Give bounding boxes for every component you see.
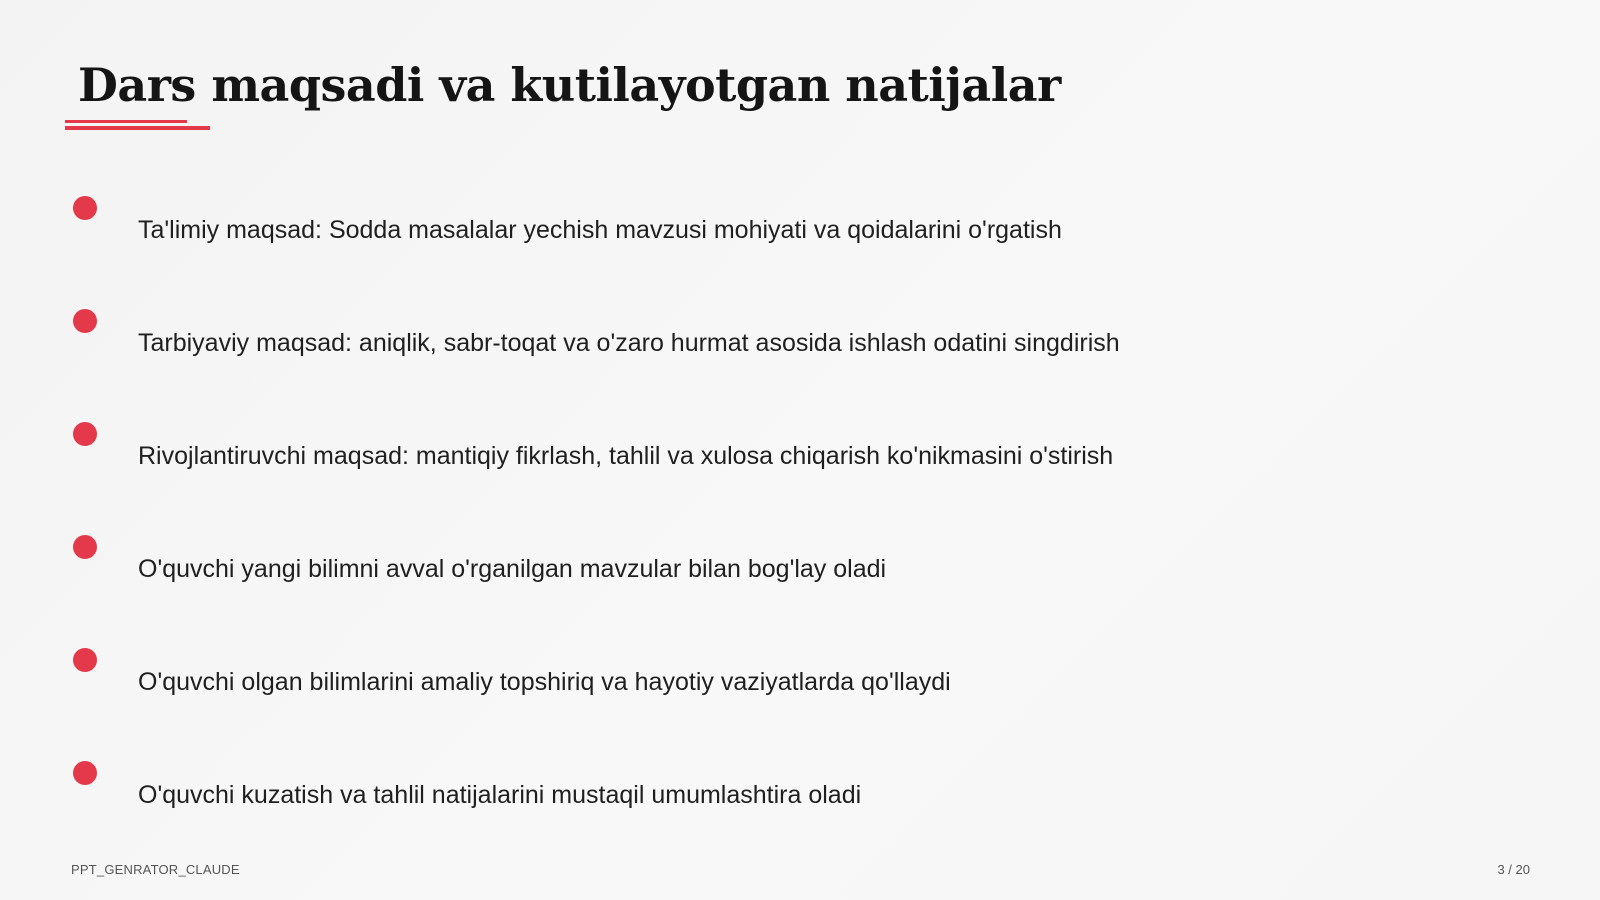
bullet-dot-icon <box>73 309 97 333</box>
bullet-text: O'quvchi olgan bilimlarini amaliy topshiriq va hayotiy vaziyatlarda qo'llaydi <box>138 668 951 696</box>
bullet-dot-icon <box>73 761 97 785</box>
slide-title: Dars maqsadi va kutilayotgan natijalar <box>78 58 1061 112</box>
bullet-dot-icon <box>73 648 97 672</box>
bullet-item <box>73 196 1473 276</box>
bullet-item <box>73 422 1473 502</box>
bullet-text: Tarbiyaviy maqsad: aniqlik, sabr-toqat va o'zaro hurmat asosida ishlash odatini singdirish <box>138 329 1120 357</box>
bullet-dot-icon <box>73 535 97 559</box>
bullet-dot-icon <box>73 422 97 446</box>
bullet-text: O'quvchi kuzatish va tahlil natijalarini mustaqil umumlashtira oladi <box>138 781 862 809</box>
title-underline <box>65 120 210 130</box>
title-underline-top <box>65 120 187 123</box>
bullet-item <box>73 648 1473 728</box>
bullet-text: Ta'limiy maqsad: Sodda masalalar yechish mavzusi mohiyati va qoidalarini o'rgatish <box>138 216 1062 244</box>
title-underline-bottom <box>65 126 210 130</box>
bullet-item <box>73 535 1473 615</box>
footer-label: PPT_GENRATOR_CLAUDE <box>71 862 240 877</box>
bullet-text: Rivojlantiruvchi maqsad: mantiqiy fikrlash, tahlil va xulosa chiqarish ko'nikmasini o'stirish <box>138 442 1114 470</box>
bullet-dot-icon <box>73 196 97 220</box>
bullet-text: O'quvchi yangi bilimni avval o'rganilgan mavzular bilan bog'lay oladi <box>138 555 887 583</box>
bullet-item <box>73 309 1473 389</box>
bullet-item <box>73 761 1473 841</box>
page-number: 3 / 20 <box>1497 862 1530 877</box>
